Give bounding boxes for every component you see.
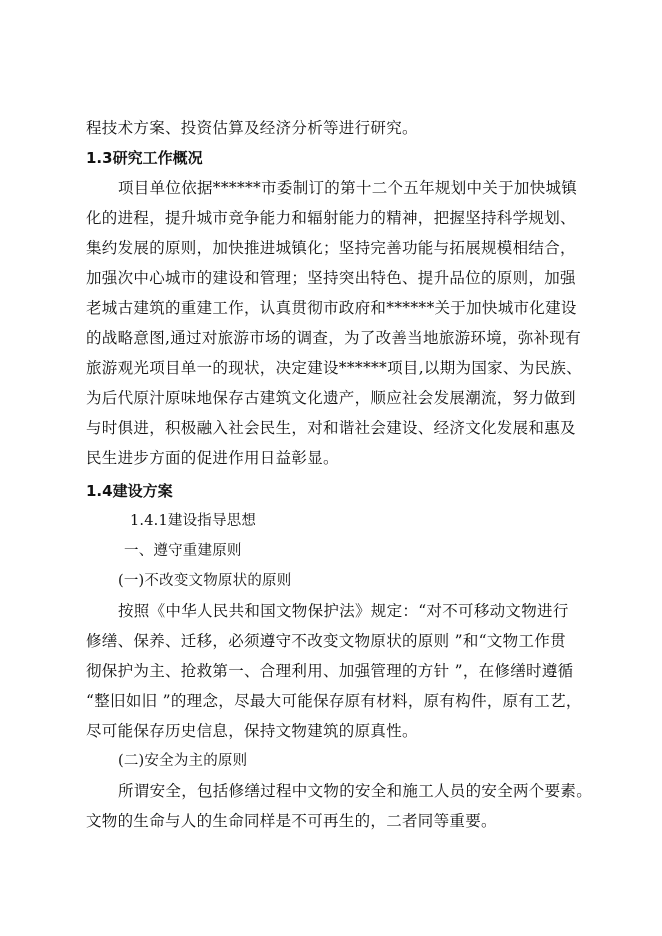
paragraph-line: 所谓安全，包括修缮过程中文物的安全和施工人员的安全两个要素。 <box>118 782 593 800</box>
principle-item-heading: (一)不改变文物原状的原则 <box>118 573 292 589</box>
paragraph-line: 尽可能保存历史信息，保持文物建筑的原真性。 <box>86 722 418 740</box>
principle-item-heading: (二)安全为主的原则 <box>118 753 248 769</box>
paragraph-line: 旅游观光项目单一的现状，决定建设******项目,以期为国家、为民族、 <box>86 359 582 377</box>
paragraph-line: 老城古建筑的重建工作，认真贯彻市政府和******关于加快城市化建设 <box>86 299 577 317</box>
paragraph-line: 彻保护为主、抢救第一、合理利用、加强管理的方针 ”，在修缮时遵循 <box>86 662 574 680</box>
paragraph-line: 民生进步方面的促进作用日益彰显。 <box>86 449 339 467</box>
subsection-heading-1-4-1: 1.4.1建设指导思想 <box>130 513 257 529</box>
paragraph-line: 为后代原汁原味地保存古建筑文化遗产，顺应社会发展潮流，努力做到 <box>86 389 576 407</box>
paragraph-line: 的战略意图,通过对旅游市场的调查，为了改善当地旅游环境，弥补现有 <box>86 329 582 347</box>
paragraph-line: 程技术方案、投资估算及经济分析等进行研究。 <box>86 119 418 137</box>
paragraph-line: 文物的生命与人的生命同样是不可再生的，二者同等重要。 <box>86 812 497 830</box>
paragraph-line: 项目单位依据******市委制订的第十二个五年规划中关于加快城镇 <box>118 179 578 197</box>
principle-heading: 一、遵守重建原则 <box>124 543 242 559</box>
paragraph-line: 修缮、保养、迁移，必须遵守不改变文物原状的原则 ”和“文物工作贯 <box>86 632 566 650</box>
paragraph-line: “整旧如旧 ”的理念，尽最大可能保存原有材料，原有构件，原有工艺， <box>86 692 582 710</box>
section-heading-1-4: 1.4建设方案 <box>86 482 173 500</box>
paragraph-line: 加强次中心城市的建设和管理；坚持突出特色、提升品位的原则，加强 <box>86 269 576 287</box>
paragraph-line: 按照《中华人民共和国文物保护法》规定：“对不可移动文物进行 <box>118 602 569 620</box>
paragraph-line: 与时俱进，积极融入社会民生，对和谐社会建设、经济文化发展和惠及 <box>86 419 576 437</box>
paragraph-line: 化的进程，提升城市竞争能力和辐射能力的精神，把握坚持科学规划、 <box>86 209 576 227</box>
paragraph-line: 集约发展的原则，加快推进城镇化；坚持完善功能与拓展规模相结合， <box>86 239 576 257</box>
section-heading-1-3: 1.3研究工作概况 <box>86 149 203 167</box>
